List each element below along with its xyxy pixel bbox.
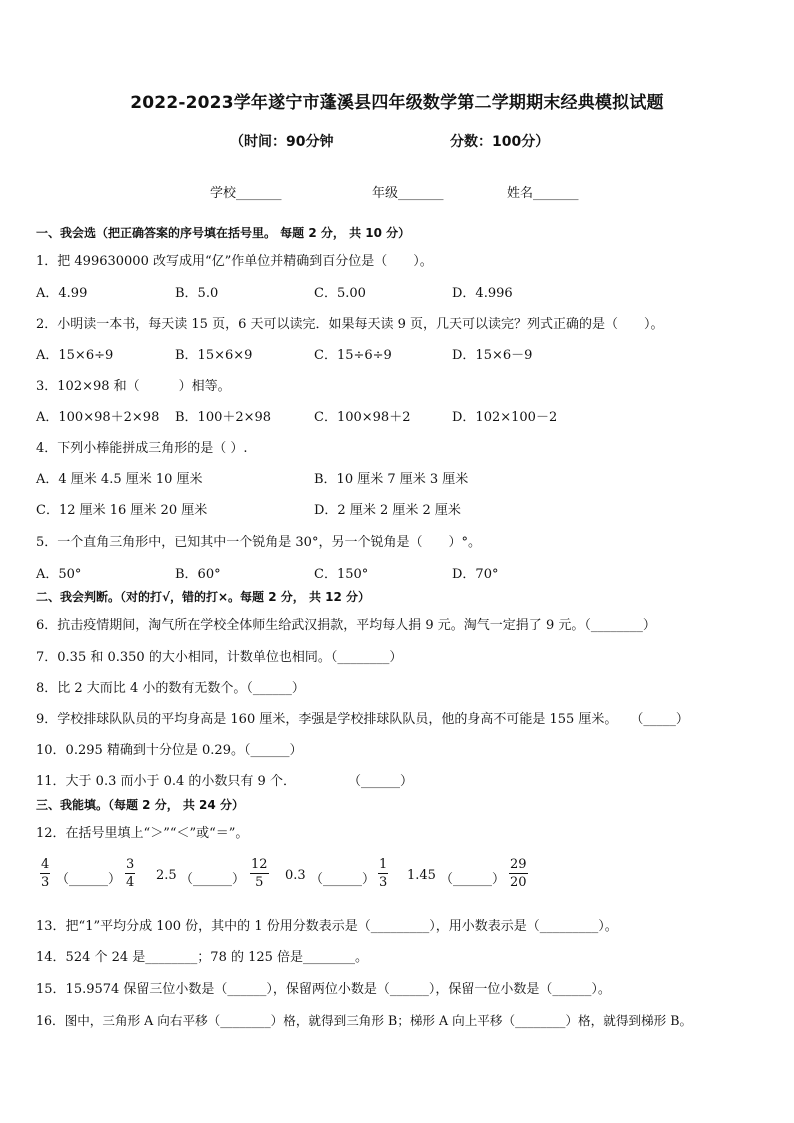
question-1: 1．把 499630000 改写成用“亿”作单位并精确到百分位是（ ）。 — [36, 254, 433, 269]
question-16: 16．图中，三角形 A 向右平移（________）格，就得到三角形 B；梯形 A 向上平移（________）格，就得到梯形 B。 — [36, 1013, 693, 1028]
q2-option-d: D．15×6－9 — [452, 348, 533, 363]
q12-value-2: 0.3 — [285, 868, 306, 883]
q4-option-c: C．12 厘米 16 厘米 20 厘米 — [36, 503, 208, 518]
q5-option-b: B．60° — [175, 567, 221, 582]
question-11: 11．大于 0.3 而小于 0.4 的小数只有 9 个． （______） — [36, 774, 413, 789]
exam-time: （时间：90分钟 — [230, 134, 334, 150]
name-field[interactable]: 姓名_______ — [507, 186, 579, 201]
q3-option-b: B．100＋2×98 — [175, 410, 272, 425]
q4-option-b: B．10 厘米 7 厘米 3 厘米 — [314, 472, 469, 487]
question-14: 14．524 个 24 是________；78 的 125 倍是________。 — [36, 950, 369, 965]
exam-score: 分数：100分） — [450, 134, 550, 150]
question-9: 9．学校排球队队员的平均身高是 160 厘米，李强是学校排球队队员，他的身高不可能是 155 厘米。 （_____） — [36, 712, 689, 727]
q2-option-a: A．15×6÷9 — [36, 348, 114, 363]
q12-value-3: 1.45 — [407, 868, 436, 883]
section-3-heading: 三、我能填。（每题 2 分， 共 24 分） — [36, 798, 244, 812]
q5-option-d: D．70° — [452, 567, 499, 582]
q3-option-d: D．102×100－2 — [452, 410, 558, 425]
q3-option-a: A．100×98＋2×98 — [36, 410, 160, 425]
question-12: 12．在括号里填上“＞”“＜”或“＝”。 — [36, 826, 249, 841]
section-2-heading: 二、我会判断。（对的打√，错的打×。每题 2 分， 共 12 分） — [36, 590, 370, 604]
question-5: 5．一个直角三角形中，已知其中一个锐角是 30°，另一个锐角是（ ）°。 — [36, 535, 481, 550]
question-10: 10．0.295 精确到十分位是 0.29。（______） — [36, 743, 303, 758]
section-1-heading: 一、我会选（把正确答案的序号填在括号里。 每题 2 分， 共 10 分） — [36, 226, 411, 240]
fraction-3: $\frac{12}{5}$ — [251, 857, 268, 890]
q4-option-a: A．4 厘米 4.5 厘米 10 厘米 — [36, 472, 203, 487]
fraction-2: $\frac{3}{4}$ — [126, 857, 135, 890]
q12-value-1: 2.5 — [156, 868, 177, 883]
fraction-1: $\frac{4}{3}$ — [41, 857, 50, 890]
question-13: 13．把“1”平均分成 100 份，其中的 1 份用分数表示是（_________），用小数表示是（_________）。 — [36, 919, 618, 934]
question-2: 2．小明读一本书，每天读 15 页，6 天可以读完．如果每天读 9 页，几天可以读完？列式正确的是（ ）。 — [36, 317, 664, 332]
question-15: 15．15.9574 保留三位小数是（______），保留两位小数是（______），保留一位小数是（______）。 — [36, 982, 611, 997]
q1-option-b: B．5.0 — [175, 286, 219, 301]
q5-option-a: A．50° — [36, 567, 82, 582]
question-3: 3．102×98 和（ ）相等。 — [36, 379, 231, 394]
exam-title: 2022-2023学年遂宁市蓬溪县四年级数学第二学期期末经典模拟试题 — [130, 93, 664, 113]
q2-option-b: B．15×6×9 — [175, 348, 253, 363]
grade-field[interactable]: 年级_______ — [372, 186, 444, 201]
question-7: 7．0.35 和 0.350 的大小相同，计数单位也相同。（________） — [36, 650, 403, 665]
q1-option-c: C．5.00 — [314, 286, 366, 301]
fraction-4: $\frac{1}{3}$ — [379, 857, 388, 890]
question-6: 6．抗击疫情期间，淘气所在学校全体师生给武汉捐款，平均每人捐 9 元。淘气一定捐了 9 元。（________） — [36, 618, 656, 633]
q12-blank-1[interactable]: （______） — [56, 872, 122, 887]
q1-option-a: A．4.99 — [36, 286, 88, 301]
school-field[interactable]: 学校_______ — [210, 186, 282, 201]
q3-option-c: C．100×98＋2 — [314, 410, 411, 425]
fraction-5: $\frac{29}{20}$ — [510, 857, 527, 890]
question-8: 8．比 2 大而比 4 小的数有无数个。（______） — [36, 681, 305, 696]
question-4: 4．下列小棒能拼成三角形的是（ ）. — [36, 441, 248, 456]
q1-option-d: D．4.996 — [452, 286, 513, 301]
q12-blank-3[interactable]: （______） — [310, 872, 376, 887]
q12-blank-2[interactable]: （______） — [180, 872, 246, 887]
q12-blank-4[interactable]: （______） — [440, 872, 506, 887]
q5-option-c: C．150° — [314, 567, 369, 582]
q2-option-c: C．15÷6÷9 — [314, 348, 392, 363]
q4-option-d: D．2 厘米 2 厘米 2 厘米 — [314, 503, 461, 518]
